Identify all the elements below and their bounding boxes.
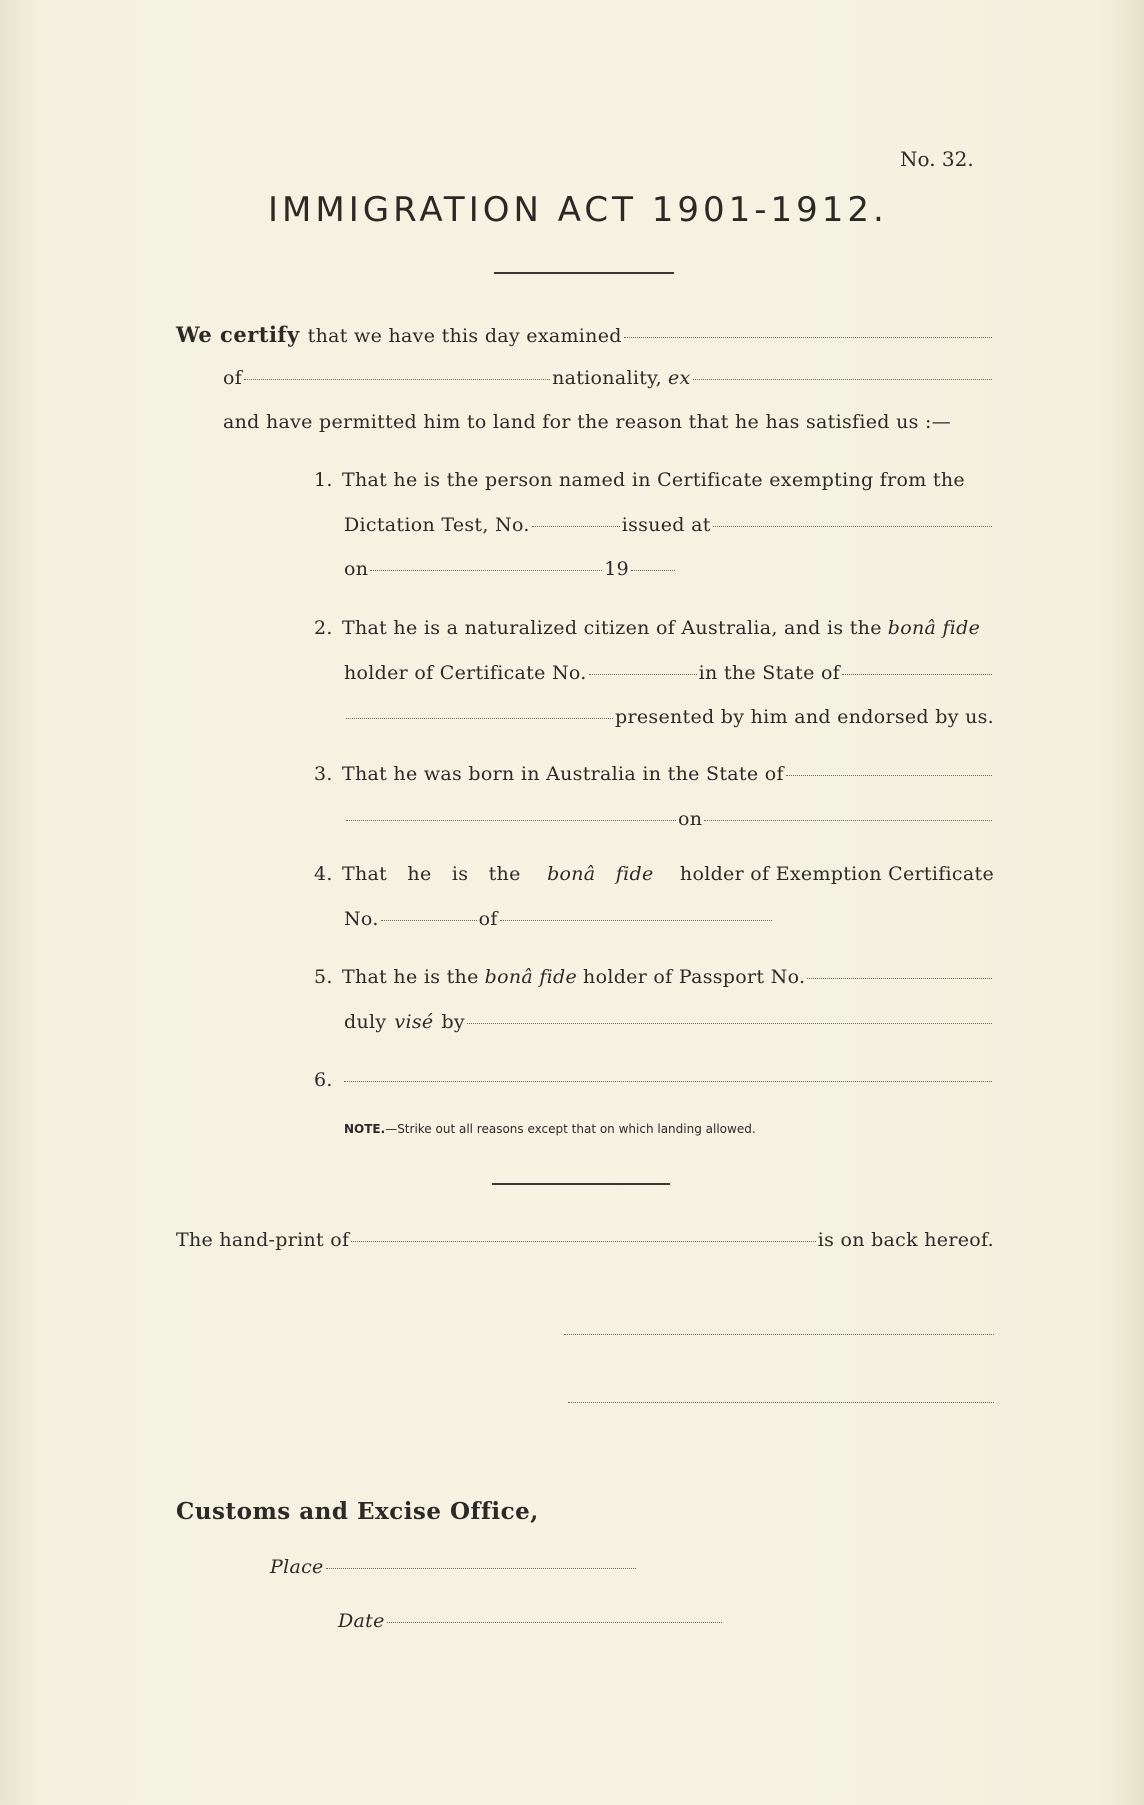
vise-by-field[interactable] [467, 1023, 992, 1024]
reason-4-line-1 [314, 863, 994, 885]
section-rule [492, 1183, 670, 1185]
reason-5-line-2 [344, 1011, 994, 1033]
we-certify-label: We certify [176, 322, 300, 347]
duly-label: duly [344, 1011, 387, 1033]
presented-label: presented by him and endorsed by us. [615, 706, 994, 728]
title-rule [494, 272, 674, 274]
reason-1-line-1 [314, 469, 994, 491]
place-label: Place [270, 1556, 324, 1578]
of-field[interactable] [244, 379, 550, 380]
bona-fide-text: bonâ fide [484, 966, 578, 988]
date-line [338, 1610, 724, 1632]
birth-state-field[interactable] [786, 775, 992, 776]
date-label: Date [338, 1610, 385, 1632]
reason-1-text: That he is the person named in Certificate exempting from the [342, 469, 965, 491]
handprint-suffix: is on back hereof. [817, 1229, 994, 1251]
place-line [270, 1556, 638, 1578]
reason-5-line-1 [314, 966, 994, 988]
intro-line-permitted [223, 411, 994, 433]
reason-4-number: 4. [314, 863, 333, 885]
examined-label: that we have this day examined [307, 325, 622, 347]
bona-fide-text: bonâ fide [887, 617, 981, 639]
reason-5-text-b: holder of Passport No. [583, 966, 806, 988]
vise-label: visé [394, 1011, 434, 1033]
year-label: 19 [604, 558, 630, 580]
issued-at-label: issued at [621, 514, 711, 536]
exemption-of-label: of [478, 908, 498, 930]
handprint-prefix: The hand-print of [176, 1229, 350, 1251]
reason-6-number: 6. [314, 1069, 333, 1091]
reason-6-line [314, 1069, 994, 1091]
reason-2-line-3 [344, 706, 994, 728]
intro-line-examined [176, 322, 994, 347]
handprint-name-field[interactable] [351, 1241, 815, 1242]
birth-date-field[interactable] [704, 820, 992, 821]
dictation-label: Dictation Test, No. [344, 514, 530, 536]
reason-2-number: 2. [314, 617, 333, 639]
reason-1-line-2 [344, 514, 994, 536]
ex-label: ex [668, 367, 691, 389]
birth-place-field[interactable] [346, 820, 676, 821]
signature-line-2[interactable] [568, 1402, 994, 1403]
year-field[interactable] [631, 570, 675, 571]
note [344, 1122, 756, 1136]
state-field[interactable] [842, 674, 992, 675]
reason-4-text-b: holder of Exemption Certificate [679, 863, 994, 885]
date-field[interactable] [387, 1622, 722, 1623]
reason-5-text-a: That he is the [342, 966, 479, 988]
handprint-line [176, 1229, 994, 1251]
reason-2-text: That he is a naturalized citizen of Australia, and is the [342, 617, 882, 639]
nationality-label: nationality, [552, 367, 662, 389]
ex-vessel-field[interactable] [693, 379, 992, 380]
reason-5-number: 5. [314, 966, 333, 988]
reason-3-text: That he was born in Australia in the State of [342, 763, 784, 785]
reason-2-line-1 [314, 617, 994, 639]
intro-line-nationality [223, 367, 994, 389]
presented-field[interactable] [346, 718, 613, 719]
dictation-number-field[interactable] [532, 526, 620, 527]
passport-number-field[interactable] [807, 978, 992, 979]
examined-name-field[interactable] [624, 337, 992, 338]
reason-1-line-3 [344, 558, 744, 580]
reason-6-field[interactable] [344, 1081, 992, 1082]
birth-on-label: on [678, 808, 703, 830]
holder-label: holder of Certificate No. [344, 662, 587, 684]
reason-1-number: 1. [314, 469, 333, 491]
exemption-no-label: No. [344, 908, 379, 930]
reason-4-line-2 [344, 908, 774, 930]
permitted-text: and have permitted him to land for the reason that he has satisfied us :— [223, 411, 952, 433]
exemption-number-field[interactable] [381, 920, 477, 921]
signature-line-1[interactable] [564, 1334, 994, 1335]
reason-3-line-1 [314, 763, 994, 785]
state-label: in the State of [698, 662, 841, 684]
by-label: by [441, 1011, 465, 1033]
issue-date-field[interactable] [370, 570, 602, 571]
note-text: —Strike out all reasons except that on which landing allowed. [385, 1122, 756, 1136]
form-number: No. 32. [900, 147, 974, 171]
bona-fide-text: bonâ fide [547, 863, 654, 885]
issued-at-field[interactable] [713, 526, 992, 527]
on-label: on [344, 558, 369, 580]
place-field[interactable] [326, 1568, 636, 1569]
office-title: Customs and Excise Office, [176, 1498, 539, 1525]
reason-2-line-2 [344, 662, 994, 684]
of-label: of [223, 367, 243, 389]
certificate-number-field[interactable] [589, 674, 697, 675]
reason-4-text-a: That he is the [342, 863, 521, 885]
reason-3-number: 3. [314, 763, 333, 785]
exemption-of-field[interactable] [500, 920, 772, 921]
document-title: IMMIGRATION ACT 1901-1912. [268, 190, 888, 230]
note-label: NOTE. [344, 1122, 386, 1136]
reason-3-line-2 [344, 808, 994, 830]
